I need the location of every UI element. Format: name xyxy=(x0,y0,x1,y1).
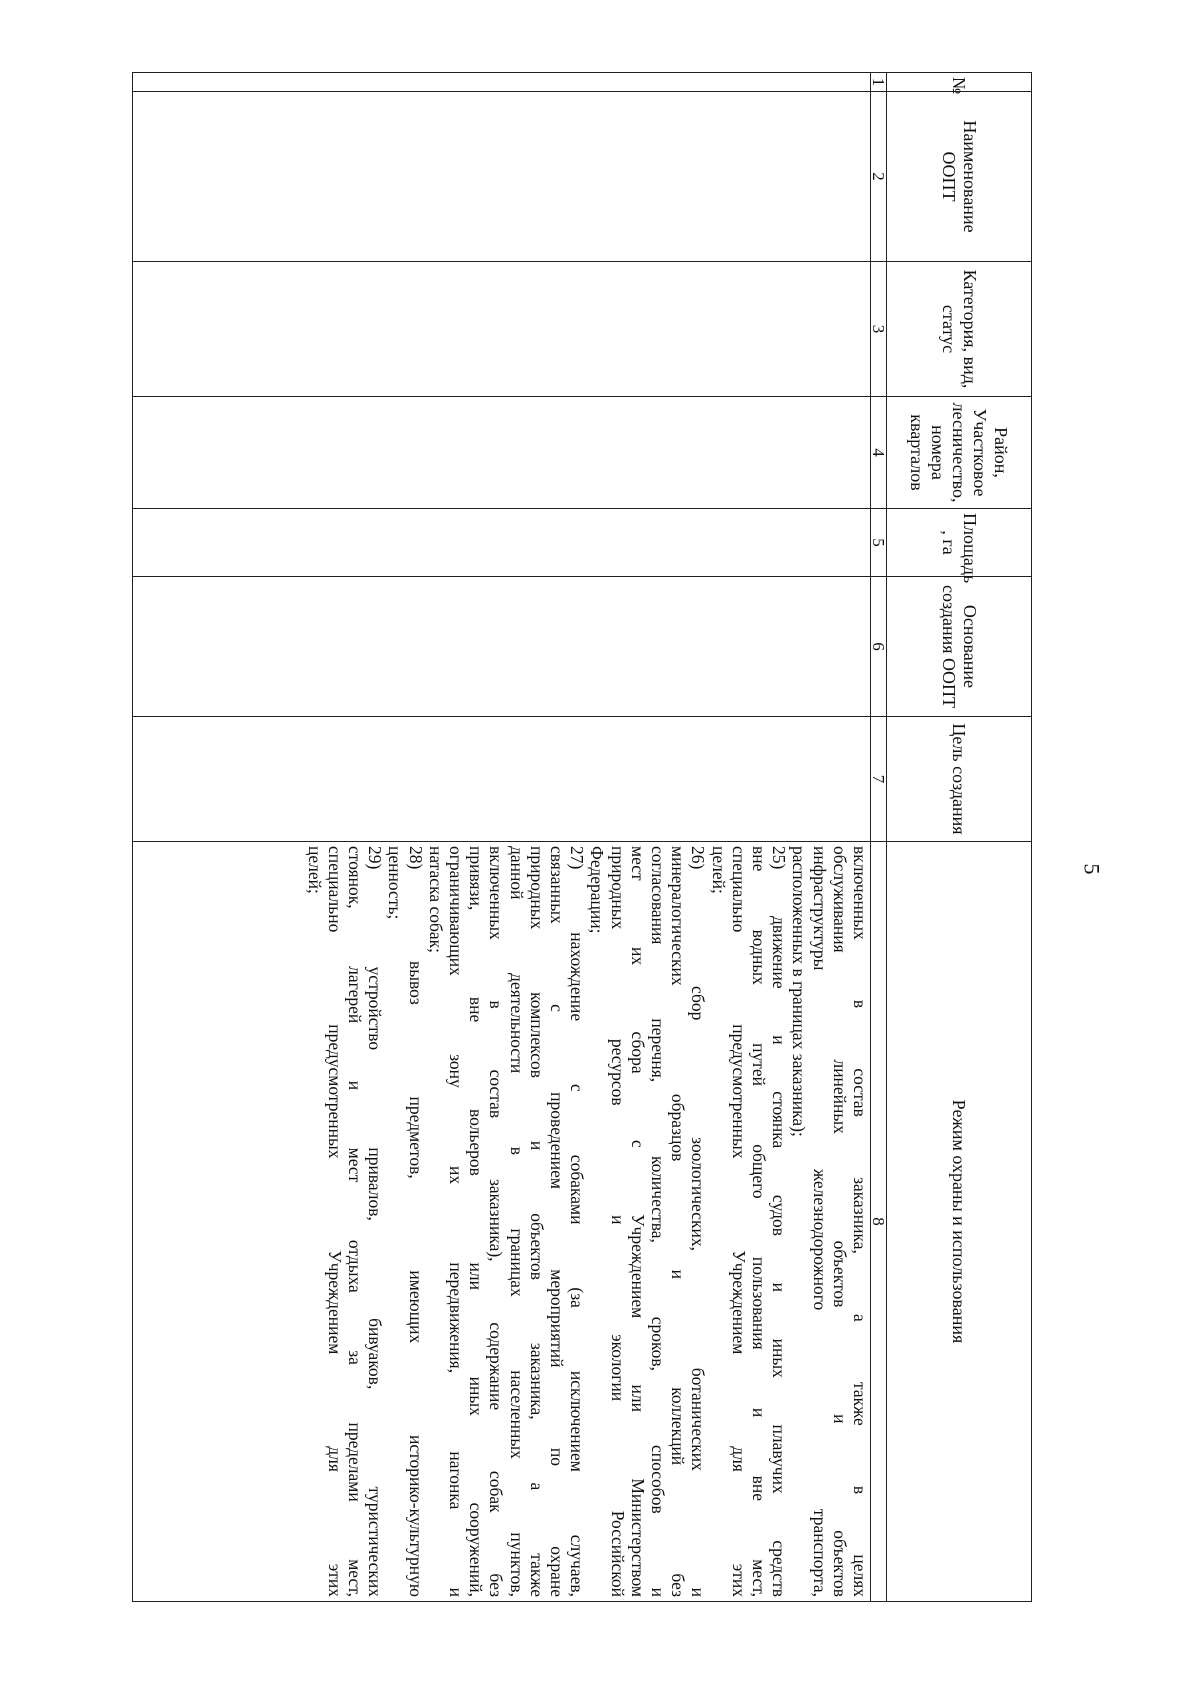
page-number: 5 xyxy=(1079,863,1105,875)
regime-line: 25) движение и стоянка судов и иных плавучих средств xyxy=(769,846,790,1597)
cell-district xyxy=(133,397,871,509)
regime-line: расположенных в границах заказника); xyxy=(789,846,810,1137)
col-number-3: 3 xyxy=(871,262,887,397)
cell-number xyxy=(133,73,871,92)
cell-area xyxy=(133,509,871,577)
regime-line: минералогических образцов и коллекций без xyxy=(668,846,689,1597)
col-number-5: 5 xyxy=(871,509,887,577)
col-number-4: 4 xyxy=(871,397,887,509)
col-header-purpose: Цель создания xyxy=(887,717,1032,842)
regime-line: Федерации; xyxy=(587,846,608,934)
col-header-category: Категория, вид, статус xyxy=(887,262,1032,397)
regime-line: ограничивающих зону их передвижения, нагонка и xyxy=(445,846,466,1597)
regime-line: включенных в состав заказника), содержание собак без xyxy=(486,846,507,1597)
column-number-row xyxy=(871,73,887,1602)
cell-basis xyxy=(133,577,871,717)
regime-line: включенных в состав заказника, а также в целях xyxy=(850,846,870,1597)
regime-line: мест их сбора с Учреждением или Министерством xyxy=(627,846,648,1597)
regime-line: инфраструктуры железнодорожного транспорта, xyxy=(809,846,830,1597)
regime-line: согласования перечня, количества, сроков, способов и xyxy=(647,846,668,1597)
regime-line: специально предусмотренных Учреждением для этих xyxy=(324,846,345,1597)
regime-line: 28) вывоз предметов, имеющих историко-культурную xyxy=(405,846,426,1597)
regime-line: натаска собак; xyxy=(425,846,446,954)
regime-line: целей; xyxy=(708,846,729,894)
col-number-6: 6 xyxy=(871,577,887,717)
regime-line: привязи, вне вольеров или иных сооружений, xyxy=(466,846,487,1597)
regime-line: целей; xyxy=(304,846,325,894)
col-header-district: Район, Участковое лесничество, номера кварталов xyxy=(887,397,1032,509)
regime-line: специально предусмотренных Учреждением для этих xyxy=(728,846,749,1597)
regime-text xyxy=(304,846,870,1597)
header-row xyxy=(887,73,1032,1602)
regime-line: 29) устройство привалов, бивуаков, туристических xyxy=(365,846,386,1597)
regime-line: обслуживания линейных объектов и объектов xyxy=(829,846,850,1597)
regime-line: 27) нахождение с собаками (за исключением случаев, xyxy=(567,846,588,1597)
col-header-area: Площадь , га xyxy=(887,509,1032,577)
regime-line: природных комплексов и объектов заказника, а также xyxy=(526,846,547,1597)
cell-purpose xyxy=(133,717,871,842)
regime-line: стоянок, лагерей и мест отдыха за пределами мест, xyxy=(344,846,365,1597)
col-header-regime: Режим охраны и использования xyxy=(887,842,1032,1602)
col-number-8: 8 xyxy=(871,842,887,1602)
col-header-name: Наименование ООПТ xyxy=(887,92,1032,262)
col-header-number: № xyxy=(887,73,1032,92)
col-number-1: 1 xyxy=(871,73,887,92)
content-row xyxy=(133,73,871,1602)
col-header-basis: Основание создания ООПТ xyxy=(887,577,1032,717)
col-number-2: 2 xyxy=(871,92,887,262)
regime-line: данной деятельности в границах населенных пунктов, xyxy=(506,846,527,1597)
protected-areas-table xyxy=(132,72,1032,1602)
regime-line: связанных с проведением мероприятий по охране xyxy=(546,846,567,1597)
regime-line: 26) сбор зоологических, ботанических и xyxy=(688,846,709,1597)
regime-line: ценность; xyxy=(385,846,406,920)
regime-line: природных ресурсов и экологии Российской xyxy=(607,846,628,1597)
cell-category xyxy=(133,262,871,397)
cell-name xyxy=(133,92,871,262)
cell-regime xyxy=(133,842,871,1602)
rotated-page xyxy=(132,72,1032,1602)
regime-line: вне водных путей общего пользования и вне мест, xyxy=(748,846,769,1597)
col-number-7: 7 xyxy=(871,717,887,842)
